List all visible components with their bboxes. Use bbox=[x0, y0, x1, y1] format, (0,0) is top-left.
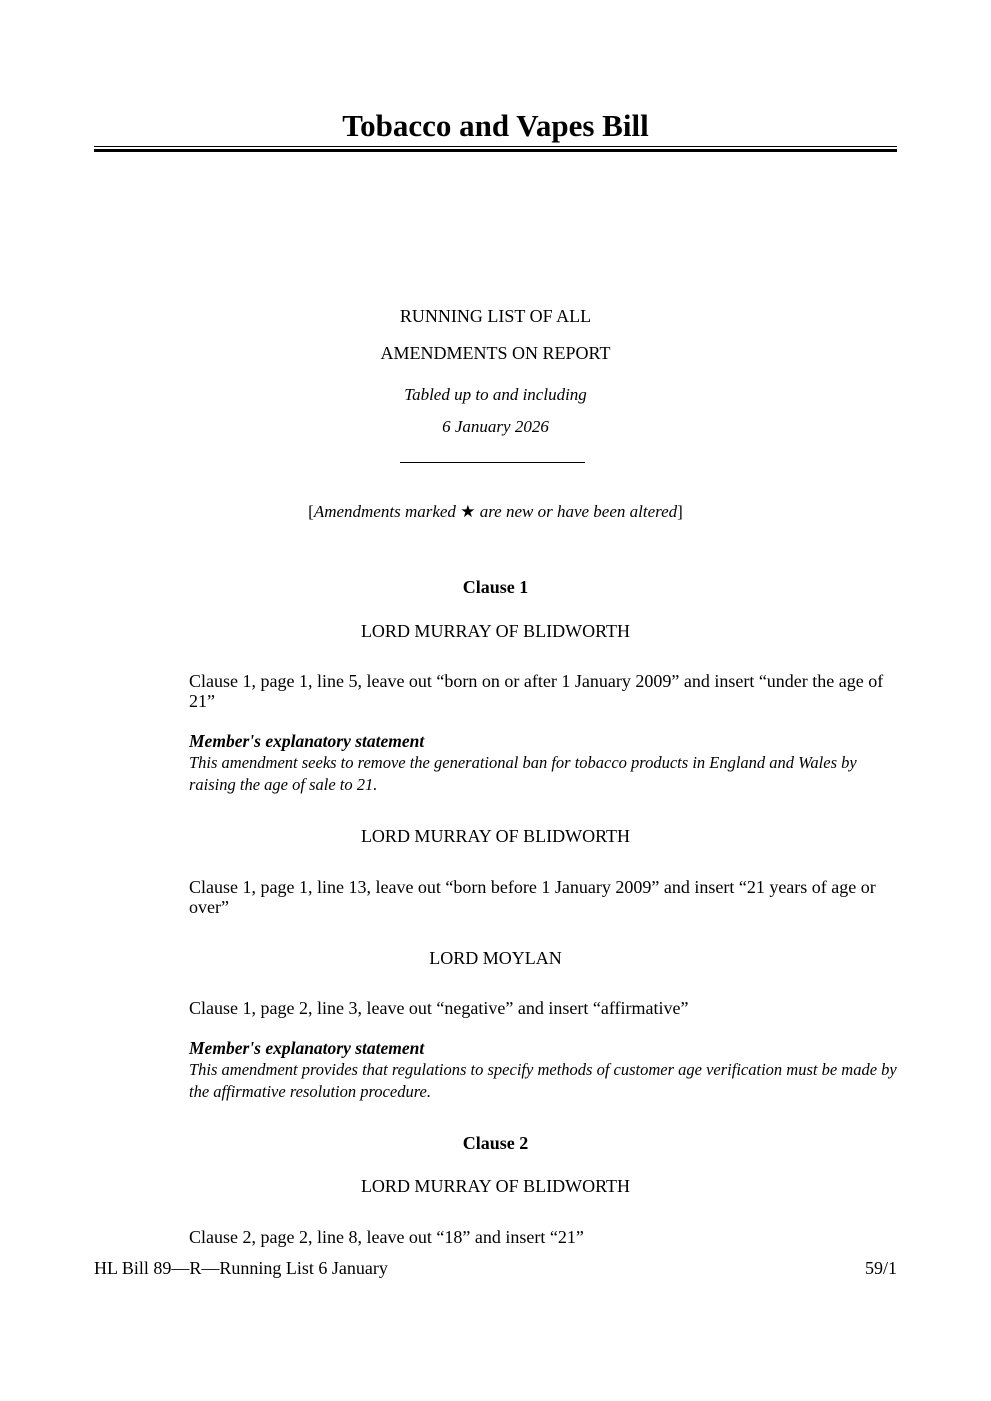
star-icon: ★ bbox=[460, 502, 476, 521]
list-title-line1: RUNNING LIST OF ALL bbox=[399, 306, 592, 326]
note-text: are new or have been altered bbox=[475, 502, 678, 521]
amendment-text: Clause 1, page 1, line 13, leave out “born before 1 January 2009” and insert “21 years of age or over” bbox=[189, 877, 876, 917]
title-rule-thin bbox=[94, 146, 897, 147]
list-title-line2: AMENDMENTS ON REPORT bbox=[380, 343, 611, 363]
tabled-label: Tabled up to and including bbox=[404, 385, 587, 404]
statement-heading: Member's explanatory statement bbox=[189, 1038, 425, 1058]
member-name: LORD MURRAY OF BLIDWORTH bbox=[360, 621, 631, 641]
bracket: ] bbox=[677, 502, 683, 521]
amendment-text: Clause 1, page 1, line 5, leave out “born on or after 1 January 2009” and insert “under the age of 21” bbox=[189, 671, 884, 711]
explanatory-statement bbox=[189, 730, 897, 796]
statement-heading: Member's explanatory statement bbox=[189, 731, 425, 751]
member-name: LORD MURRAY OF BLIDWORTH bbox=[360, 1176, 631, 1196]
note-text: Amendments marked bbox=[313, 502, 461, 521]
explanatory-statement bbox=[189, 1037, 897, 1103]
member-name: LORD MURRAY OF BLIDWORTH bbox=[360, 826, 631, 846]
footer-bill-ref: HL Bill 89—R—Running List 6 January bbox=[94, 1258, 388, 1278]
star-note bbox=[0, 502, 991, 522]
bracket: [ bbox=[308, 502, 314, 521]
bill-title: Tobacco and Vapes Bill bbox=[342, 108, 649, 143]
member-name: LORD MOYLAN bbox=[429, 948, 562, 968]
statement-text: This amendment provides that regulations to specify methods of customer age verification must be made by the affirmative resolution procedure. bbox=[189, 1060, 897, 1101]
footer-page-number: 59/1 bbox=[864, 1258, 897, 1278]
statement-text: This amendment seeks to remove the generational ban for tobacco products in England and Wales by raising the age of sale to 21. bbox=[189, 753, 857, 794]
clause-heading: Clause 1 bbox=[462, 577, 529, 597]
divider bbox=[400, 462, 585, 463]
clause-heading: Clause 2 bbox=[462, 1133, 529, 1153]
amendment-text: Clause 1, page 2, line 3, leave out “negative” and insert “affirmative” bbox=[189, 998, 689, 1018]
amendment-text: Clause 2, page 2, line 8, leave out “18” and insert “21” bbox=[189, 1227, 584, 1247]
title-rule-thick bbox=[94, 149, 897, 152]
tabled-date: 6 January 2026 bbox=[442, 417, 549, 436]
